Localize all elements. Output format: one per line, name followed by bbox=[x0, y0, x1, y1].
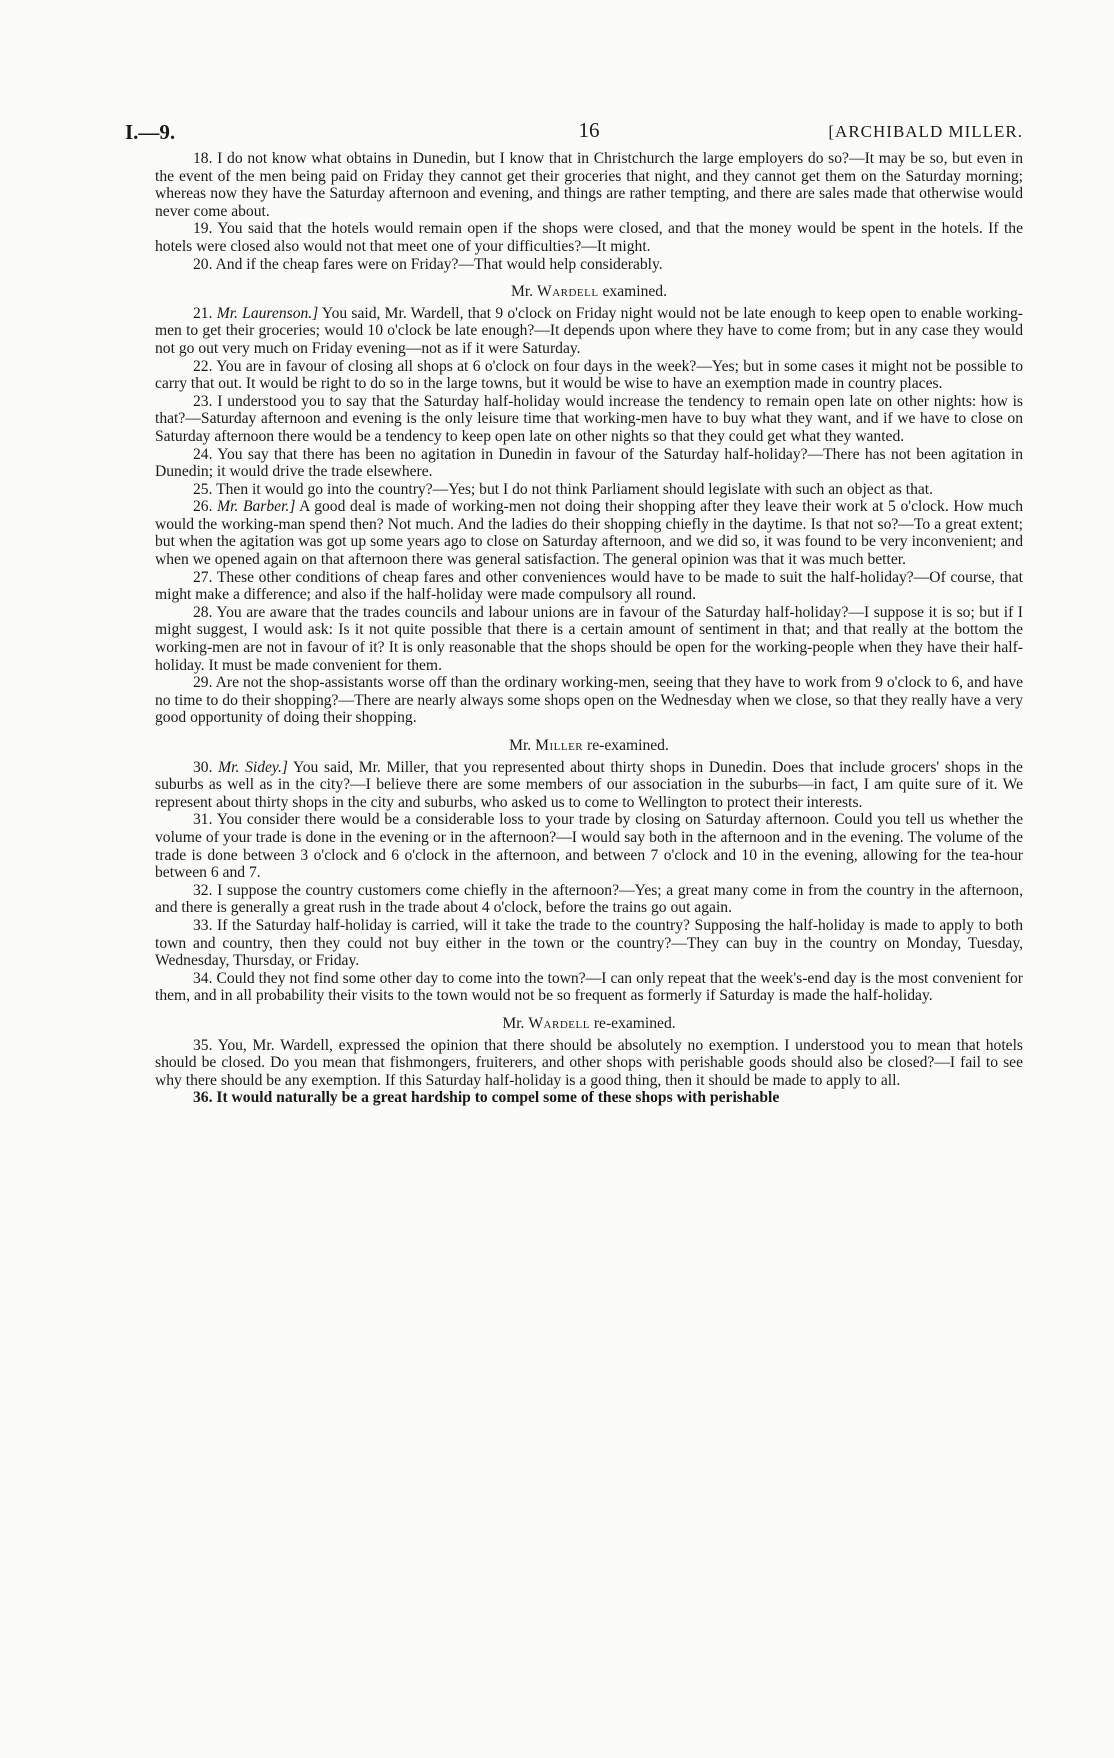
running-head: [ARCHIBALD MILLER. bbox=[828, 122, 1023, 141]
question-paragraph bbox=[155, 917, 1023, 970]
question-paragraph bbox=[155, 498, 1023, 568]
page-number: 16 bbox=[578, 118, 600, 142]
page-header bbox=[125, 118, 1023, 150]
question-paragraph bbox=[155, 481, 1023, 499]
question-paragraph bbox=[155, 970, 1023, 1005]
paragraph-text: You said, Mr. Wardell, that 9 o'clock on Friday night would not be late enough to keep open to enable working-men to get their groceries; would 10 o'clock be late enough?—It depends upon where they have to come from; but in any case they would not go out very much on Friday evening—not as if it were Saturday. bbox=[155, 304, 1023, 357]
paragraph-text: 36. It would naturally be a great hardship to compel some of these shops with perishable bbox=[193, 1089, 780, 1107]
paragraph-text: 27. These other conditions of cheap fares and other conveniences would have to be made to suit the half-holiday?—Of course, that might make a difference; and also if the half-holiday were made compulsory all round. bbox=[155, 568, 1023, 604]
question-paragraph bbox=[155, 1037, 1023, 1090]
section-heading: Mr. Wardell re-examined. bbox=[502, 1014, 676, 1032]
paragraph-text: 33. If the Saturday half-holiday is carried, will it take the trade to the country? Supposing the half-holiday is made to apply to both town and country, then they could not buy either in the town or the country?—They can buy in the country on Monday, Tuesday, Wednesday, Thursday, or Friday. bbox=[155, 916, 1023, 970]
question-paragraph bbox=[155, 569, 1023, 604]
question-paragraph bbox=[155, 1089, 1023, 1107]
question-number: 21. bbox=[193, 304, 217, 322]
paragraph-text: 35. You, Mr. Wardell, expressed the opinion that there should be absolutely no exemption. I understood you to mean that hotels should be closed. Do you mean that fishmongers, fruiterers, and other shops with perishable goods should also be closed?—I fail to see why there should be any exemption. If this Saturday half-holiday is a good thing, then it should be made to apply to all. bbox=[155, 1036, 1023, 1089]
question-paragraph bbox=[155, 446, 1023, 481]
question-paragraph bbox=[155, 393, 1023, 446]
paragraph-text: 25. Then it would go into the country?—Yes; but I do not think Parliament should legislate with such an object as that. bbox=[193, 480, 934, 498]
section-heading: Mr. Wardell examined. bbox=[510, 283, 668, 301]
question-paragraph bbox=[155, 674, 1023, 727]
paragraph-text: 18. I do not know what obtains in Dunedin, but I know that in Christchurch the large employers do so?—It may be so, but even in the event of the men being paid on Friday they cannot get their groceries that night, and they cannot get them on the Saturday morning; whereas now they have the Saturday afternoon and evening, and things are rather tempting, and there are sales made that otherwise would never come about. bbox=[155, 150, 1023, 220]
paragraph-text: You said, Mr. Miller, that you represented about thirty shops in Dunedin. Does that include grocers' shops in the suburbs as well as in the city?—I believe there are some members of our association in the suburbs—in fact, I am quite sure of it. We represent about thirty shops in the city and suburbs, who asked us to come to Wellington to protect their interests. bbox=[155, 758, 1023, 811]
question-paragraph bbox=[155, 759, 1023, 812]
document-body bbox=[155, 150, 1023, 1107]
paragraph-text: 24. You say that there has been no agitation in Dunedin in favour of the Saturday half-holiday?—There has not been agitation in Dunedin; it would drive the trade elsewhere. bbox=[155, 445, 1023, 481]
paragraph-text: 31. You consider there would be a considerable loss to your trade by closing on Saturday afternoon. Could you tell us whether the volume of your trade is done in the evening or in the afternoon?—I would say both in the afternoon and in the evening. The volume of the trade is done between 3 o'clock and 6 o'clock in the afternoon, and between 7 o'clock and 10 in the evening, allowing for the tea-hour between 6 and 7. bbox=[155, 811, 1023, 882]
question-paragraph bbox=[155, 150, 1023, 220]
question-paragraph bbox=[155, 882, 1023, 917]
paragraph-text: 22. You are in favour of closing all shops at 6 o'clock on four days in the week?—Yes; but in some cases it might not be possible to carry that out. It would be right to do so in the large towns, but it would be wise to have an exemption made in country places. bbox=[155, 357, 1023, 393]
paragraph-text: A good deal is made of working-men not doing their shopping after they leave their work at 5 o'clock. How much would the working-man spend then? Not much. And the ladies do their shopping chiefly in the daytime. Is that not so?—To a great extent; but when the agitation was got up some years ago to close on Saturday afternoon, and we did so, it was found to be very inconvenient; and when we opened again on that afternoon there was general satisfaction. The general opinion was that it was much better. bbox=[155, 498, 1023, 569]
document-reference: I.—9. bbox=[125, 120, 176, 144]
section-heading: Mr. Miller re-examined. bbox=[509, 737, 669, 754]
speaker-name: Mr. Sidey.] bbox=[218, 758, 288, 776]
question-paragraph bbox=[155, 811, 1023, 881]
paragraph-text: 34. Could they not find some other day to come into the town?—I can only repeat that the week's-end day is the most convenient for them, and in all probability their visits to the town would not be so frequent as formerly if Saturday is made the half-holiday. bbox=[155, 969, 1023, 1005]
paragraph-text: 23. I understood you to say that the Saturday half-holiday would increase the tendency to remain open late on other nights: how is that?—Saturday afternoon and evening is the only leisure time that working-men have to buy what they want, and if we have to close on Saturday afternoon there would be a tendency to keep open late on other nights so that they could get what they wanted. bbox=[155, 392, 1023, 445]
paragraph-text: 32. I suppose the country customers come chiefly in the afternoon?—Yes; a great many come in from the country in the afternoon, and there is generally a great rush in the trade about 4 o'clock, before the trains go out again. bbox=[155, 881, 1023, 917]
question-paragraph bbox=[155, 220, 1023, 255]
question-paragraph bbox=[155, 604, 1023, 674]
speaker-name: Mr. Barber.] bbox=[217, 498, 296, 516]
question-paragraph bbox=[155, 358, 1023, 393]
paragraph-text: 29. Are not the shop-assistants worse off than the ordinary working-men, seeing that they have to work from 9 o'clock to 6, and have no time to do their shopping?—There are nearly always some shops open on the Wednesday when we close, so that they really have a very good opportunity of doing their shopping. bbox=[155, 674, 1023, 727]
question-paragraph bbox=[155, 256, 1023, 274]
paragraph-text: 19. You said that the hotels would remain open if the shops were closed, and that the money would be spent in the hotels. If the hotels were closed also would not that meet one of your difficulties?—It might. bbox=[155, 220, 1023, 255]
question-number: 30. bbox=[193, 758, 219, 776]
paragraph-text: 20. And if the cheap fares were on Friday?—That would help considerably. bbox=[193, 255, 663, 273]
speaker-name: Mr. Laurenson.] bbox=[216, 304, 319, 322]
question-number: 26. bbox=[193, 498, 218, 516]
question-paragraph bbox=[155, 305, 1023, 358]
paragraph-text: 28. You are aware that the trades councils and labour unions are in favour of the Saturday half-holiday?—I suppose it is so; but if I might suggest, I would ask: Is it not quite possible that there is a certain amount of sentiment in that; and that really at the bottom the working-men are not in favour of it? It is only reasonable that the shops should be open for the working-people when they have their half-holiday. It must be made convenient for them. bbox=[155, 603, 1023, 674]
